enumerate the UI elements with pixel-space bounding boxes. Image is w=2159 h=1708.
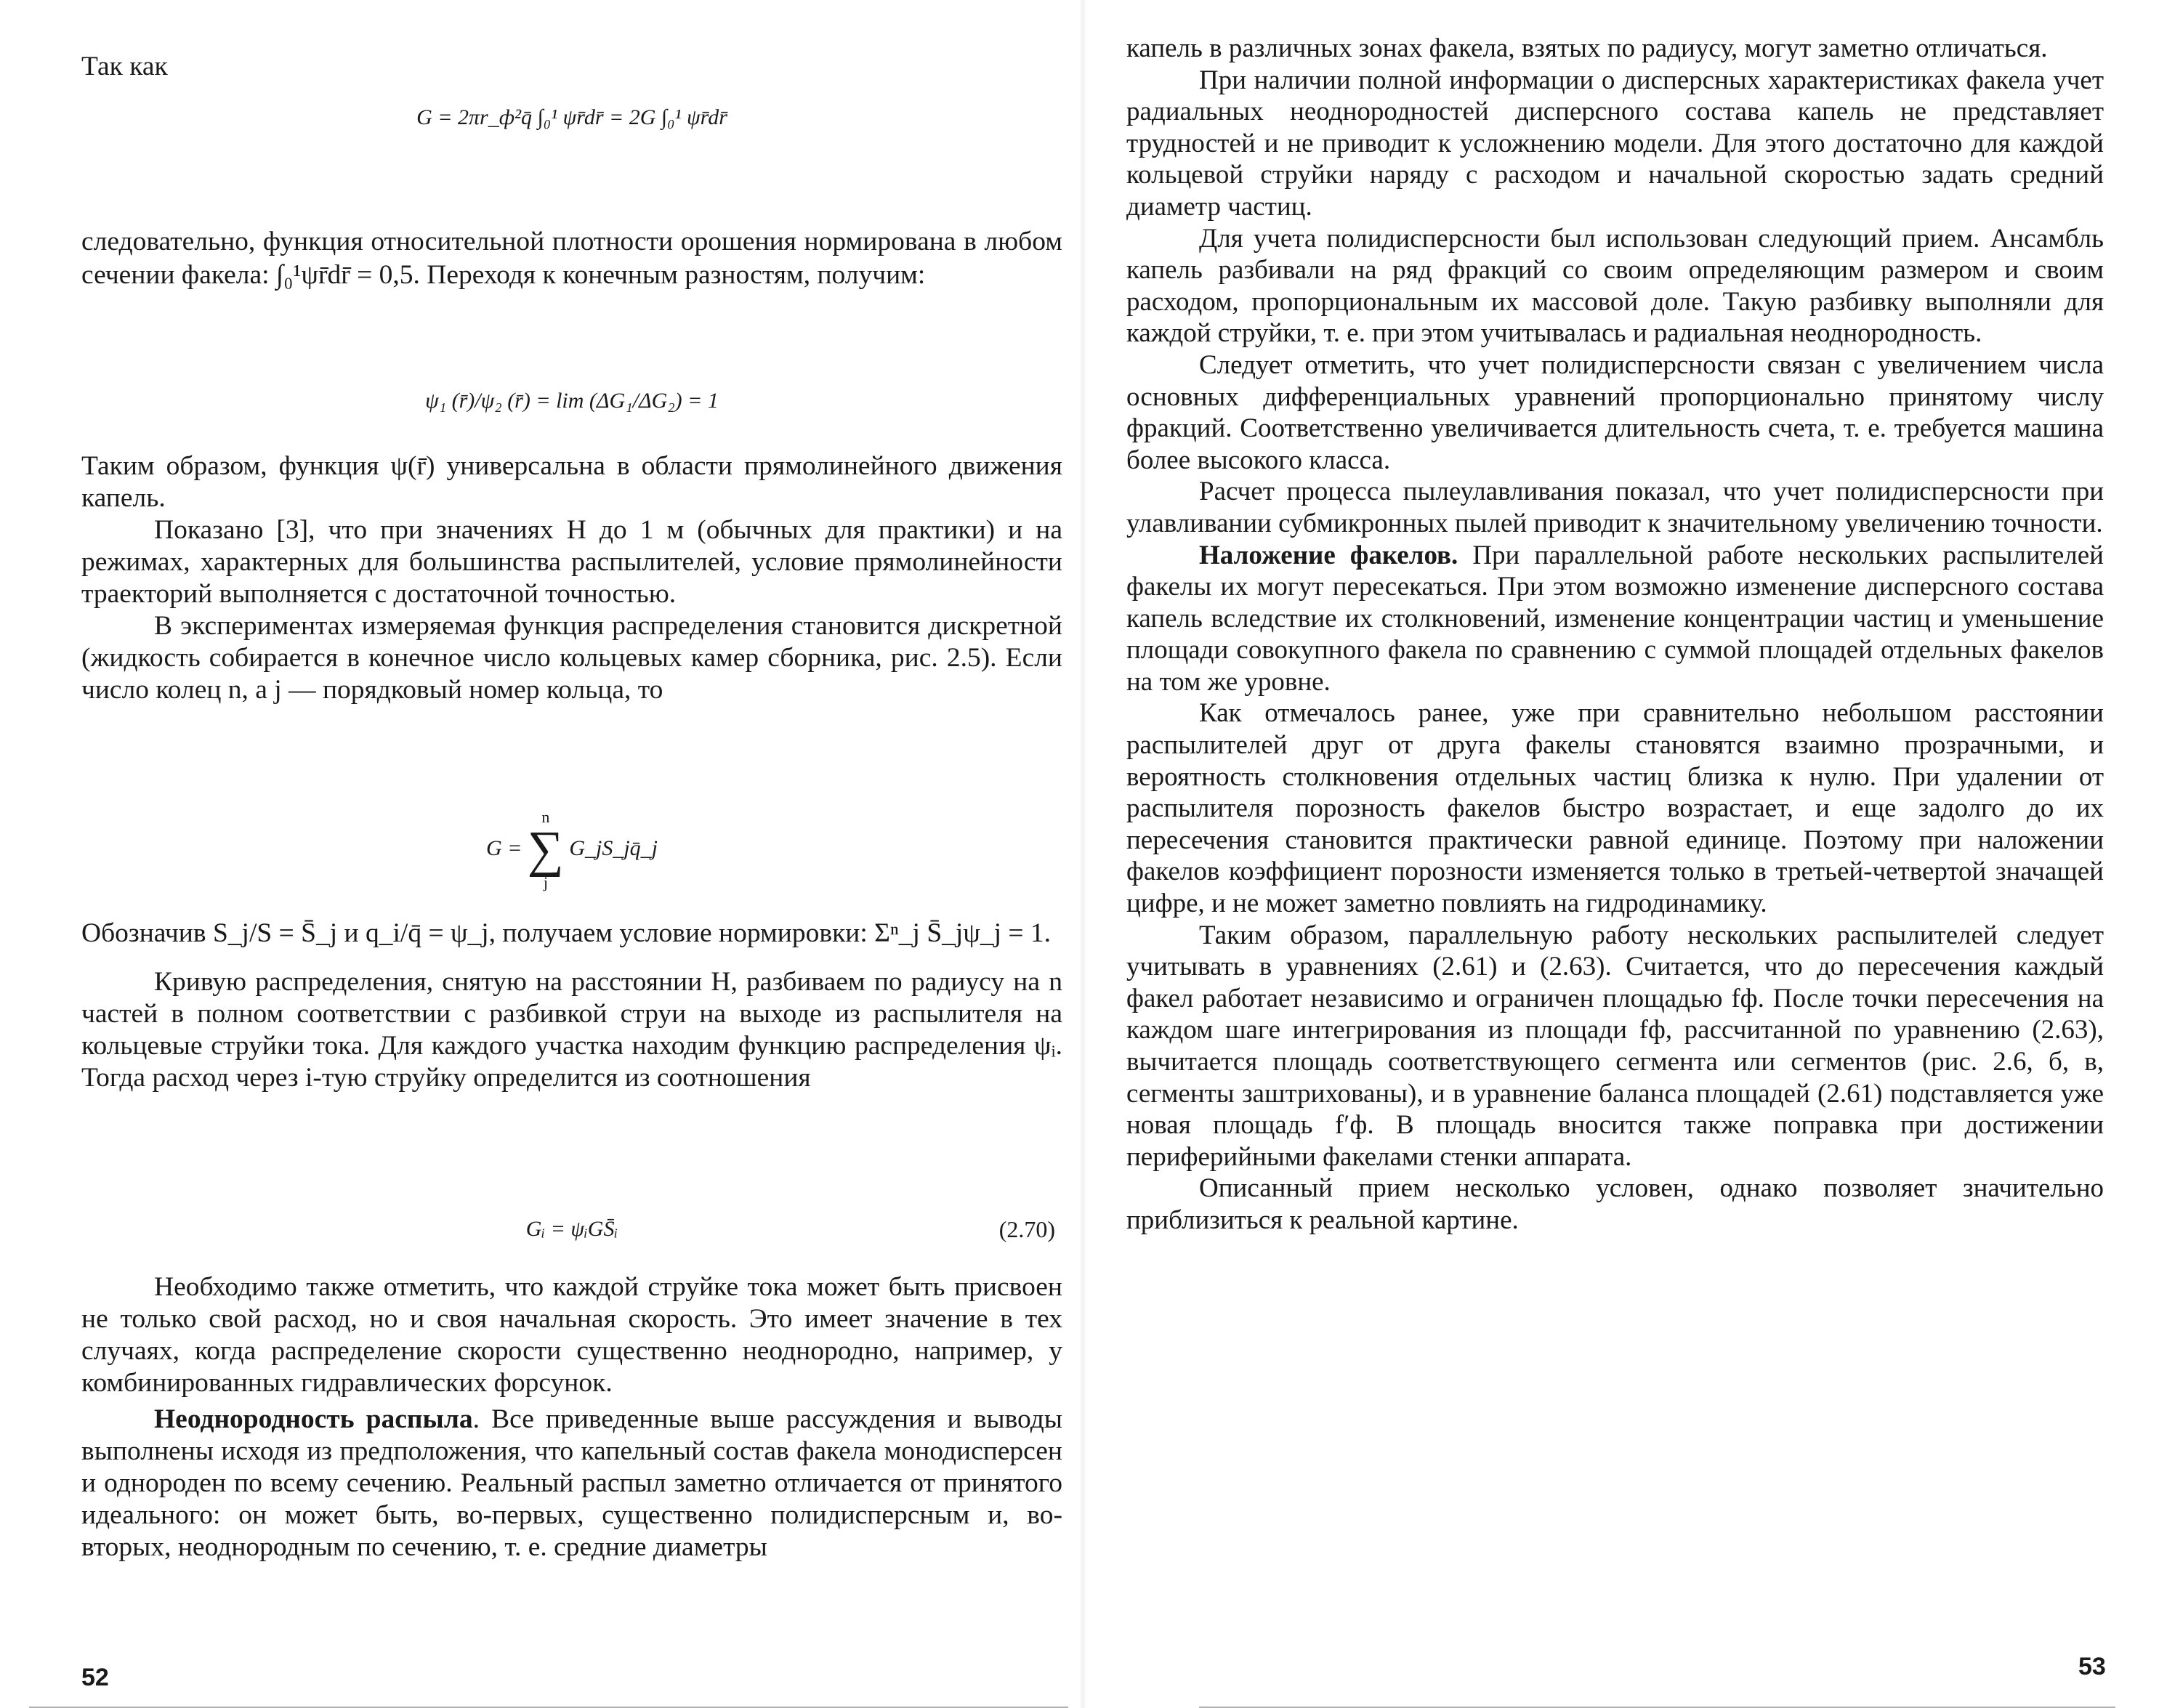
equation: [81, 1213, 1062, 1245]
section-run-in-heading: Наложение факелов.: [1199, 540, 1458, 570]
sum-sign: ∑: [527, 822, 564, 878]
equation-rhs: G_jS_jq̄_j: [569, 835, 658, 860]
paragraph-body: . Все приведенные выше рассуждения и выводы выполнены исходя из предположения, что капельный состав факела монодисперсен и однороден по всему сечению. Реальный распыл заметно отличается от принятого идеального: он может быть, во-первых, существенно полидисперсным и, во-вторых, неоднородным по сечению, т. е. средние диаметры: [81, 1404, 1062, 1562]
paragraph: При наличии полной информации о дисперсных характеристиках факела учет радиальных неоднородностей дисперсного состава капель не представляет трудностей и не приводит к усложнению модели. Для этого достаточно для каждой кольцевой струйки наряду с расходом и начальной скоростью задать средний диаметр частиц.: [1126, 65, 2104, 222]
right-text-column: [1126, 33, 2104, 1237]
equation: G = 2πr_ф²q̄ ∫₀¹ ψr̄dr̄ = 2G ∫₀¹ ψr̄dr̄: [416, 105, 727, 129]
paragraph: [1126, 540, 2104, 698]
page-number: 52: [81, 1664, 109, 1691]
paragraph: Расчет процесса пылеулавливания показал, что учет полидисперсности при улавливании субмикронных пылей приводит к значительному увеличению точности.: [1126, 477, 2104, 538]
paragraph: Описанный прием несколько условен, однако позволяет значительно приблизиться к реальной картине.: [1126, 1173, 2104, 1235]
section-run-in-heading: Неоднородность распыла: [154, 1404, 473, 1434]
paragraph: следовательно, функция относительной плотности орошения нормирована в любом сечении факела: ∫₀¹ψr̄dr̄ = 0,5. Переходя к конечным разностям, получим:: [81, 227, 1062, 290]
summation-equation: [81, 806, 1062, 894]
paragraph: Необходимо также отметить, что каждой струйке тока может быть присвоен не только свой расход, но и своя начальная скорость. Это имеет значение в тех случаях, когда распределение скорости существенно неоднородно, например, у комбинированных гидравлических форсунок.: [81, 1272, 1062, 1398]
equation: ψ₁ (r̄)/ψ₂ (r̄) = lim (ΔG₁/ΔG₂) = 1: [425, 389, 719, 413]
paragraph: Следует отметить, что учет полидисперсности связан с увеличением числа основных дифференциальных уравнений пропорционально принятому числу фракций. Соответственно увеличивается длительность счета, т. е. требуется машина более высокого класса.: [1126, 349, 2104, 475]
paragraph: капель в различных зонах факела, взятых по радиусу, могут заметно отличаться.: [1126, 33, 2048, 63]
page-number: 53: [2078, 1653, 2106, 1680]
paragraph: Таким образом, параллельную работу нескольких распылителей следует учитывать в уравнениях (2.61) и (2.63). Считается, что до пересечения каждый факел работает независимо и ограничен площадью fф. После точки пересечения на каждом шаге интегрирования из площади fф, рассчитанной по уравнению (2.63), вычитается площадь соответствующего сегмента или сегментов (рис. 2.6, б, в, сегменты заштрихованы), и в уравнение баланса площадей (2.61) подставляется уже новая площадь f′ф. В площадь вносится также поправка при достижении периферийными факелами стенки аппарата.: [1126, 920, 2104, 1172]
paragraph-body: При параллельной работе нескольких распылителей факелы их могут пересекаться. При этом возможно изменение дисперсного состава капель вследствие их столкновений, изменение концентрации частиц и уменьшение площади совокупного факела по сравнению с суммой площадей отдельных факелов на том же уровне.: [1126, 540, 2104, 697]
equation-body: Gᵢ = ψᵢGS̄ᵢ: [525, 1217, 618, 1241]
paragraph: Кривую распределения, снятую на расстоянии H, разбиваем по радиусу на n частей в полном соответствии с разбивкой струи на выходе из распылителя на кольцевые струйки тока. Для каждого участка находим функцию распределения ψᵢ. Тогда расход через i-тую струйку определится из соотношения: [81, 967, 1062, 1093]
paragraph: В экспериментах измеряемая функция распределения становится дискретной (жидкость собирается в конечное число кольцевых камер сборника, рис. 2.5). Если число колец n, а j — порядковый номер кольца, то: [81, 611, 1062, 705]
paragraph: Как отмечалось ранее, уже при сравнительно небольшом расстоянии распылителей друг от друга факелы становятся взаимно прозрачными, и вероятность столкновения отдельных частиц близка к нулю. При удалении от распылителя порозность факелов быстро возрастает, и еще задолго до их пересечения становится практически равной единице. Поэтому при наложении факелов коэффициент порозности изменяется только в третьей-четвертой значащей цифре, и не может заметно повлиять на гидродинамику.: [1126, 698, 2104, 919]
sum-upper-limit: n: [541, 808, 550, 826]
paragraph: Так как: [81, 52, 168, 81]
paragraph: Показано [3], что при значениях H до 1 м (обычных для практики) и на режимах, характерных для большинства распылителей, условие прямолинейности траекторий выполняется с достаточной точностью.: [81, 515, 1062, 609]
right-page: [1083, 0, 2159, 1708]
paragraph: Для учета полидисперсности был использован следующий прием. Ансамбль капель разбивали на ряд фракций со своим определяющим размером и своим расходом, пропорциональным их массовой доле. Такую разбивку выполняли для каждой струйки, т. е. при этом учитывалась и радиальная неоднородность.: [1126, 223, 2104, 349]
equation-number: (2.70): [998, 1216, 1055, 1242]
sum-lower-limit: j: [543, 873, 548, 891]
paragraph: Таким образом, функция ψ(r̄) универсальна в области прямолинейного движения капель.: [81, 451, 1062, 513]
paragraph: [81, 1404, 1062, 1563]
equation-lhs: G =: [486, 835, 522, 860]
paragraph: Обозначив S_j/S = S̄_j и q_i/q̄ = ψ_j, получаем условие нормировки: Σⁿ_j S̄_jψ_j = 1.: [81, 918, 1052, 948]
